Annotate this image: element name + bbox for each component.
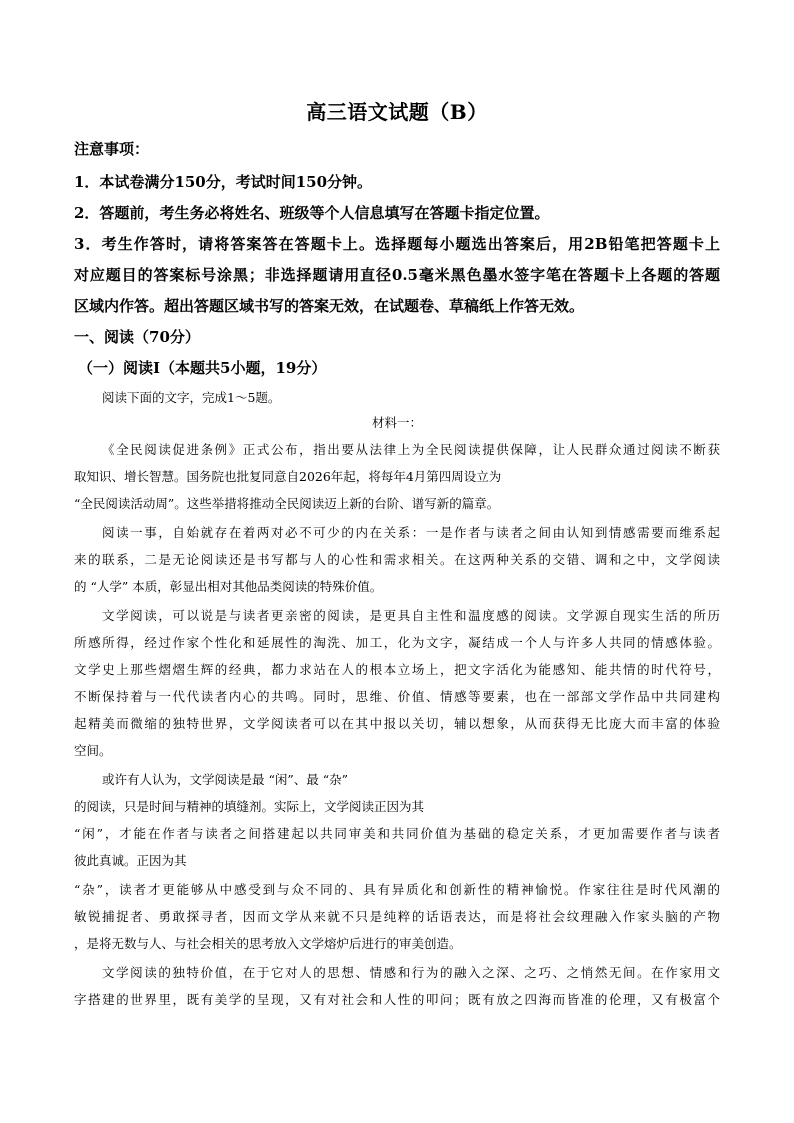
paragraph-line: 文学阅读的独特价值，在于它对人的思想、情感和行为的融入之深、之巧、之悄然无间。在作家用文 — [102, 965, 720, 980]
paragraph-line: 或许有人认为，文学阅读是最 “闲”、最 “杂” — [102, 772, 349, 787]
paragraph-line: 的阅读，只是时间与精神的填缝剂。实际上，文学阅读正因为其 — [74, 799, 425, 814]
paragraph-line: 敏锐捕捉者、勇敢探寻者，因而文学从来就不只是纯粹的话语表达，而是将社会纹理融入作家头脑的产物 — [74, 909, 720, 924]
paragraph-line: 文学阅读，可以说是与读者更亲密的阅读，是更具自主性和温度感的阅读。文学源自现实生活的所历 — [102, 608, 720, 623]
paragraph-line: “杂”，读者才更能够从中感受到与众不同的、具有异质化和创新性的精神愉悦。作家往往是时代风潮的 — [74, 882, 720, 897]
notice-1: 1．本试卷满分150分，考试时间150分钟。 — [74, 173, 373, 191]
paragraph-line: 文学史上那些熠熠生辉的经典，都力求站在人的根本立场上，把文字活化为能感知、能共情的时代符号， — [74, 662, 720, 677]
paragraph-line: 所感所得，经过作家个性化和延展性的淘洗、加工，化为文字，凝结成一个人与许多人共同的情感体验。 — [74, 635, 720, 650]
page-title: 高三语文试题（B） — [306, 100, 488, 124]
instruction: 阅读下面的文字，完成1～5题。 — [102, 390, 281, 405]
section-title: 一、阅读（70分） — [74, 328, 200, 346]
paragraph-line: 字搭建的世界里，既有美学的呈现，又有对社会和人性的叩问；既有放之四海而皆准的伦理，又有极富个 — [74, 992, 720, 1007]
paragraph-line: 彼此真诚。正因为其 — [74, 853, 187, 868]
paragraph-line: 的 “人学” 本质，彰显出相对其他品类阅读的特殊价值。 — [74, 579, 383, 594]
notice-3: 3．考生作答时，请将答案答在答题卡上。选择题每小题选出答案后，用2B铅笔把答题卡上 — [74, 235, 720, 253]
paragraph-line: “闲”，才能在作者与读者之间搭建起以共同审美和共同价值为基础的稳定关系，才更加需要作者与读者 — [74, 826, 720, 841]
notice-heading: 注意事项： — [74, 140, 150, 158]
paragraph-line: ，是将无数与人、与社会相关的思考放入文学熔炉后进行的审美创造。 — [74, 936, 462, 951]
paragraph-line: “全民阅读活动周”。这些举措将推动全民阅读迈上新的台阶、谱写新的篇章。 — [74, 496, 500, 511]
notice-2: 2．答题前，考生务必将姓名、班级等个人信息填写在答题卡指定位置。 — [74, 204, 550, 222]
paragraph-line: 来的联系，二是无论阅读还是书写都与人的心性和需求相关。在这两种关系的交错、调和之中，文学阅读 — [74, 552, 720, 567]
paragraph-line: 起精美而微缩的独特世界，文学阅读者可以在其中报以关切，辅以想象，从而获得无比庞大而丰富的体验 — [74, 716, 720, 731]
paragraph-line: 取知识、增长智慧。国务院也批复同意自2026年起，将每年4月第四周设立为 — [74, 469, 502, 484]
paragraph-line: 不断保持着与一代代读者内心的共鸣。同时，思维、价值、情感等要素，也在一部部文学作品中共同建构 — [74, 689, 720, 704]
paragraph-line: 阅读一事，自始就存在着两对必不可少的内在关系：一是作者与读者之间由认知到情感需要而维系起 — [102, 525, 720, 540]
paragraph-line: 空间。 — [74, 743, 112, 758]
material-title: 材料一： — [371, 415, 422, 430]
paragraph-line: 《全民阅读促进条例》正式公布，指出要从法律上为全民阅读提供保障，让人民群众通过阅读不断获 — [102, 442, 720, 457]
notice-3-line-3: 区域内作答。超出答题区域书写的答案无效，在试题卷、草稿纸上作答无效。 — [74, 297, 585, 315]
notice-3-line-2: 对应题目的答案标号涂黑；非选择题请用直径0.5毫米黑色墨水签字笔在答题卡上各题的答题 — [74, 266, 720, 284]
subsection-title: （一）阅读Ⅰ（本题共5小题，19分） — [78, 359, 327, 377]
